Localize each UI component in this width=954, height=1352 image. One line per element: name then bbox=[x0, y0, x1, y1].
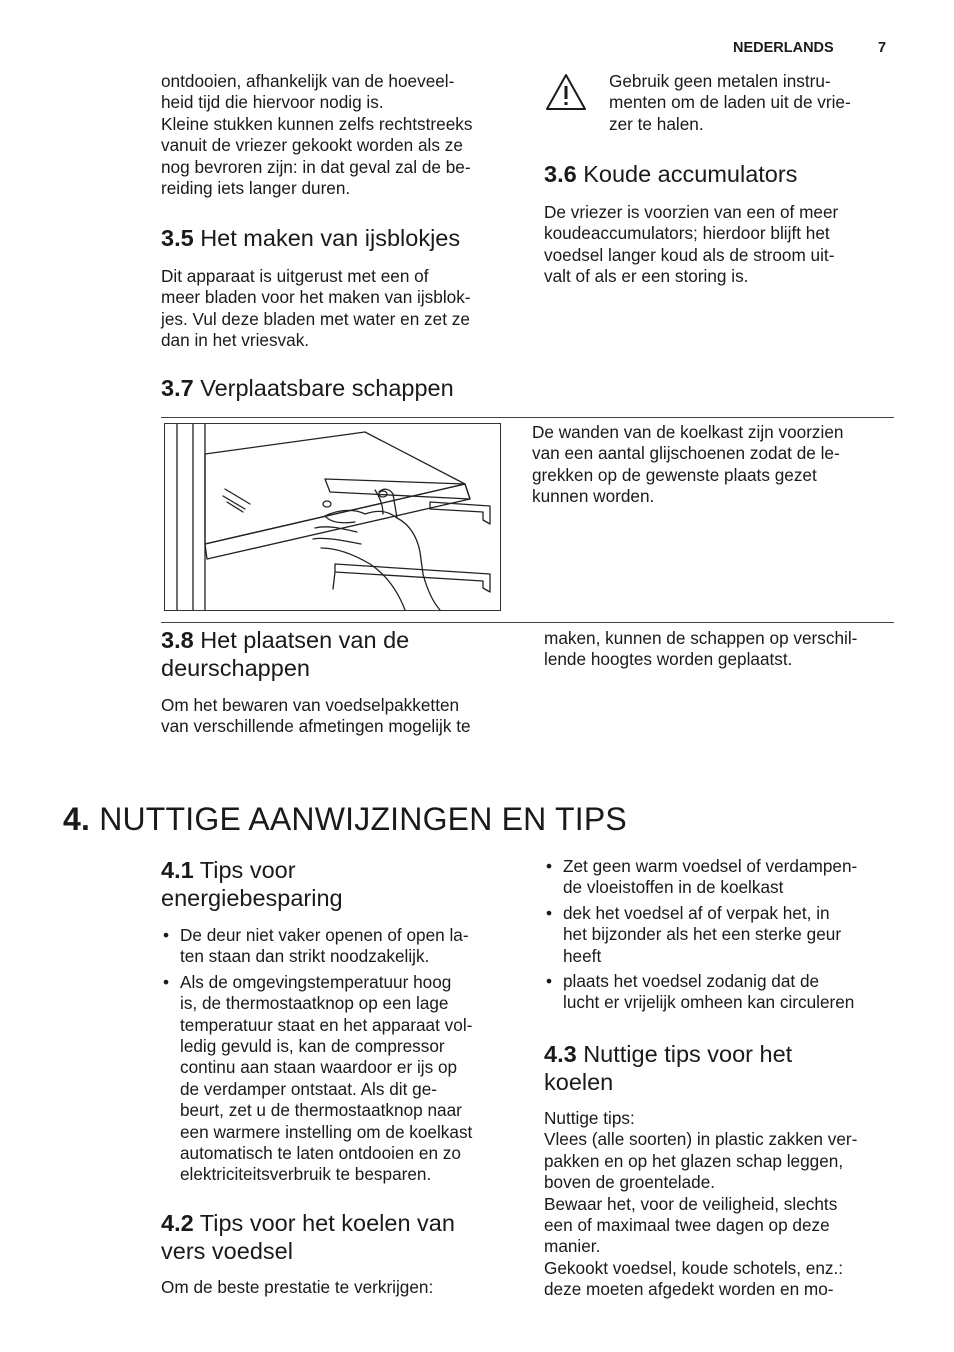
section-4-2-intro bbox=[161, 1277, 531, 1298]
text-line: pakken en op het glazen schap leggen, bbox=[544, 1150, 844, 1171]
section-3-5-heading bbox=[161, 224, 460, 252]
page-number: 7 bbox=[878, 40, 887, 56]
text-line: boven de groentelade. bbox=[544, 1172, 716, 1193]
text-line: ledig gevuld is, kan de compressor bbox=[180, 1036, 445, 1057]
divider-top bbox=[161, 417, 894, 418]
section-title-line: deurschappen bbox=[161, 655, 310, 681]
section-title: Het maken van ijsblokjes bbox=[200, 225, 461, 251]
text-line: een warmere instelling om de koelkast bbox=[180, 1121, 473, 1142]
text-line: Vlees (alle soorten) in plastic zakken ver- bbox=[544, 1129, 858, 1150]
text-line: zer te halen. bbox=[609, 113, 704, 134]
text-line: • De deur niet vaker openen of open la- bbox=[180, 925, 469, 945]
text-line: Om het bewaren van voedselpakketten bbox=[161, 695, 460, 715]
section-title-line: energiebesparing bbox=[161, 885, 343, 911]
text-line: van verschillende afmetingen mogelijk te bbox=[161, 716, 471, 737]
text-line: Nuttige tips: bbox=[544, 1108, 635, 1128]
section-4-1-heading bbox=[161, 856, 343, 912]
section-3-7-heading bbox=[161, 374, 454, 402]
text-line: de verdamper ontstaat. Als dit ge- bbox=[180, 1078, 437, 1099]
text-line: Bewaar het, voor de veiligheid, slechts bbox=[544, 1193, 838, 1214]
section-4-2-list bbox=[544, 856, 914, 1018]
section-3-6-heading bbox=[544, 160, 797, 188]
text-line: maken, kunnen de schappen op verschil- bbox=[544, 628, 858, 648]
section-number: 3.5 bbox=[161, 225, 194, 251]
text-line: heeft bbox=[563, 945, 602, 966]
text-line: de vloeistoffen in de koelkast bbox=[563, 877, 784, 898]
chapter-number: 4. bbox=[63, 801, 91, 837]
list-item bbox=[544, 903, 914, 967]
text-line: • plaats het voedsel zodanig dat de bbox=[563, 971, 820, 992]
text-line: lende hoogtes worden geplaatst. bbox=[544, 649, 793, 670]
section-3-5-text bbox=[161, 266, 521, 352]
header-language: NEDERLANDS bbox=[733, 40, 834, 56]
chapter-title: NUTTIGE AANWIJZINGEN EN TIPS bbox=[99, 801, 627, 837]
section-4-2-heading bbox=[161, 1209, 455, 1265]
text-line: nog bevroren zijn: in dat geval zal de be- bbox=[161, 156, 471, 177]
section-title-line: vers voedsel bbox=[161, 1238, 293, 1264]
text-line: valt of als er een storing is. bbox=[544, 266, 749, 287]
section-4-3-heading bbox=[544, 1040, 792, 1096]
text-line: kunnen worden. bbox=[532, 486, 655, 507]
list-item bbox=[544, 856, 914, 899]
list-item bbox=[161, 925, 531, 968]
section-3-7-text bbox=[532, 422, 902, 508]
text-line: jes. Vul deze bladen met water en zet ze bbox=[161, 308, 470, 329]
list-item bbox=[161, 972, 531, 1186]
section-title-line: Tips voor bbox=[199, 857, 296, 883]
section-3-8-text-left bbox=[161, 695, 531, 738]
text-line: Gekookt voedsel, koude schotels, enz.: bbox=[544, 1257, 844, 1278]
section-4-1-list bbox=[161, 925, 531, 1190]
list-item bbox=[544, 971, 914, 1014]
text-line: een of maximaal twee dagen op deze bbox=[544, 1215, 830, 1236]
section-number: 3.8 bbox=[161, 627, 194, 653]
section-4-3-text bbox=[544, 1108, 914, 1301]
text-line: het bijzonder als het een sterke geur bbox=[563, 924, 842, 945]
text-line: van een aantal glijschoenen zodat de le- bbox=[532, 443, 840, 464]
section-number: 4.1 bbox=[161, 857, 194, 883]
section-title-line: koelen bbox=[544, 1069, 614, 1095]
chapter-4-heading bbox=[63, 799, 627, 839]
text-line: vanuit de vriezer gekookt worden als ze bbox=[161, 135, 463, 156]
text-line: voedsel langer koud als de stroom uit- bbox=[544, 244, 835, 265]
text-line: koudeaccumulators; hierdoor blijft het bbox=[544, 223, 830, 244]
section-number: 3.7 bbox=[161, 375, 194, 401]
text-line: Kleine stukken kunnen zelfs rechtstreeks bbox=[161, 113, 473, 134]
text-line: deze moeten afgedekt worden en mo- bbox=[544, 1279, 834, 1300]
section-title: Verplaatsbare schappen bbox=[200, 375, 454, 401]
text-line: • Als de omgevingstemperatuur hoog bbox=[180, 971, 452, 992]
section-3-8-text-right bbox=[544, 628, 904, 671]
text-line: manier. bbox=[544, 1236, 601, 1257]
text-line: ten staan dan strikt noodzakelijk. bbox=[180, 946, 430, 967]
section-title-line: Tips voor het koelen van bbox=[199, 1210, 455, 1236]
text-line: grekken op de gewenste plaats gezet bbox=[532, 464, 817, 485]
section-title-line: Het plaatsen van de bbox=[200, 627, 410, 653]
text-line: meer bladen voor het maken van ijsblok- bbox=[161, 287, 471, 308]
section-title-line: Nuttige tips voor het bbox=[583, 1041, 793, 1067]
divider-bottom bbox=[161, 622, 894, 623]
text-line: De vriezer is voorzien van een of meer bbox=[544, 202, 839, 222]
text-line: menten om de laden uit de vrie- bbox=[609, 92, 851, 113]
shelf-adjustment-illustration bbox=[164, 423, 501, 611]
text-line: automatisch te laten ontdooien en zo bbox=[180, 1143, 461, 1164]
text-line: temperatuur staat en het apparaat vol- bbox=[180, 1014, 473, 1035]
text-line: • dek het voedsel af of verpak het, in bbox=[563, 902, 830, 923]
text-line: De wanden van de koelkast zijn voorzien bbox=[532, 422, 844, 442]
text-line: is, de thermostaatknop op een lage bbox=[180, 993, 449, 1014]
section-3-8-heading bbox=[161, 626, 409, 682]
warning-text bbox=[609, 71, 899, 135]
text-line: lucht er vrijelijk omheen kan circuleren bbox=[563, 992, 855, 1013]
text-line: heid tijd die hiervoor nodig is. bbox=[161, 92, 384, 113]
section-number: 3.6 bbox=[544, 161, 577, 187]
text-line: ontdooien, afhankelijk van de hoeveel- bbox=[161, 71, 455, 91]
section-3-6-text bbox=[544, 202, 904, 288]
text-line: beurt, zet u de thermostaatknop naar bbox=[180, 1100, 462, 1121]
text-line: elektriciteitsverbruik te besparen. bbox=[180, 1164, 432, 1185]
text-line: • Zet geen warm voedsel of verdampen- bbox=[563, 856, 858, 876]
text-line: Gebruik geen metalen instru- bbox=[609, 71, 831, 91]
text-line: reiding iets langer duren. bbox=[161, 178, 351, 199]
text-line: dan in het vriesvak. bbox=[161, 330, 310, 351]
intro-paragraph bbox=[161, 71, 521, 199]
section-title: Koude accumulators bbox=[583, 161, 798, 187]
text-line: Dit apparaat is uitgerust met een of bbox=[161, 266, 429, 286]
section-number: 4.2 bbox=[161, 1210, 194, 1236]
text-line: Om de beste prestatie te verkrijgen: bbox=[161, 1277, 434, 1297]
section-number: 4.3 bbox=[544, 1041, 577, 1067]
text-line: continu aan staan waardoor er ijs op bbox=[180, 1057, 458, 1078]
warning-triangle-icon bbox=[544, 72, 588, 112]
